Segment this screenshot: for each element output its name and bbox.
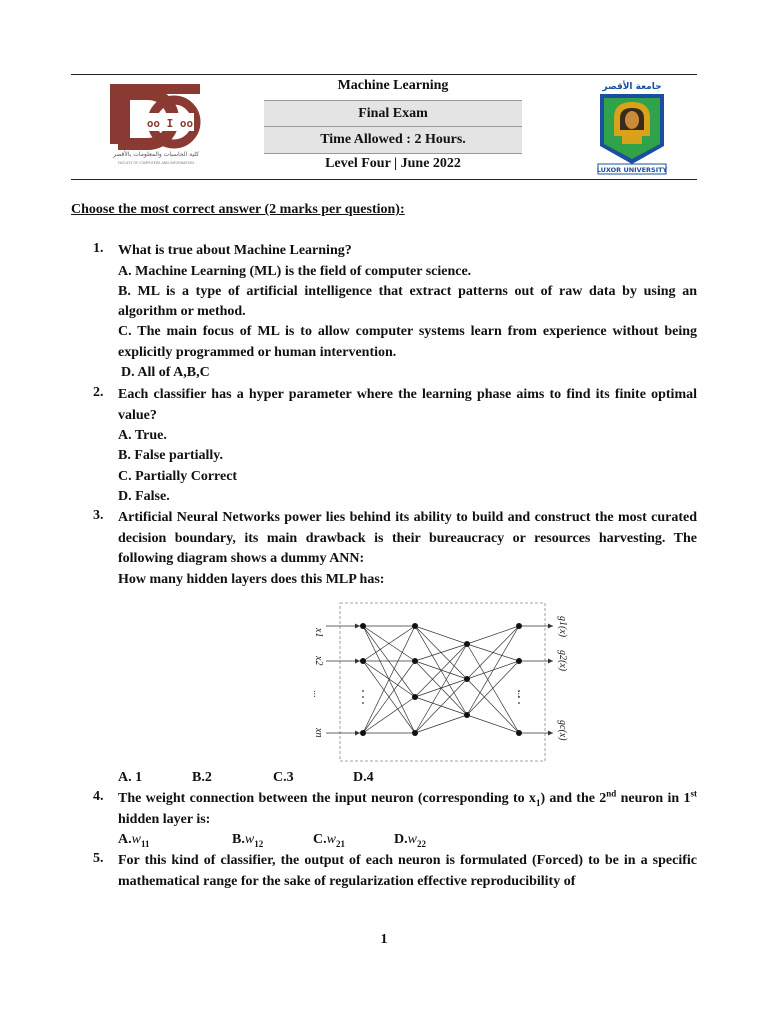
connection-edge (363, 697, 415, 733)
question-text: The weight connection between the input neuron (corresponding to $x_1$) and the 2nd neuron in 1st hidden layer is: (118, 788, 697, 827)
option-c: C. The main focus of ML is to allow computer systems learn from experience without being explicitly programmed or human intervention. (118, 324, 697, 360)
option-c: C. Partially Correct (118, 468, 238, 484)
connection-edge (467, 626, 519, 715)
instructions: Choose the most correct answer (2 marks per question): (71, 202, 405, 217)
logo-mark-text: oo I oo (146, 117, 194, 130)
logo-arabic-caption: كلية الحاسبات والمعلومات بالأقصر (113, 151, 199, 158)
question-1 (93, 241, 697, 383)
ellipsis-dot (362, 690, 364, 692)
option-a: A. 1 (118, 770, 143, 785)
ellipsis-dot (362, 696, 364, 698)
arrowhead (355, 659, 360, 664)
connection-edge (415, 661, 467, 679)
option-a: A. Machine Learning (ML) is the field of computer science. (118, 263, 472, 279)
ann-diagram (308, 598, 578, 764)
option-a: $A.w_{11}$ (118, 832, 150, 849)
connection-edge (415, 644, 467, 733)
time-allowed: Time Allowed : 2 Hours. (264, 126, 522, 154)
input-label-x1: x1 (313, 628, 324, 638)
output-label-g1: g1(x) (557, 616, 568, 638)
option-d: D. False. (118, 488, 170, 504)
university-arabic-name: جامعة الأقصر (602, 82, 662, 92)
logo-english-caption: FACULTY OF COMPUTERS AND INFORMATION (118, 161, 194, 165)
connection-edge (467, 715, 519, 733)
question-number: 4. (93, 789, 104, 804)
neuron-node (412, 694, 418, 700)
neuron-node (412, 658, 418, 664)
output-label-g2: g2(x) (557, 650, 568, 672)
option-d: D. All of A,B,C (121, 364, 210, 380)
neuron-node (360, 658, 366, 664)
connection-edge (415, 715, 467, 733)
output-label-dots: ... (515, 690, 526, 698)
page-number: 1 (380, 932, 388, 947)
arrowhead (548, 659, 553, 664)
connection-edge (467, 679, 519, 733)
question-text: Each classifier has a hyper parameter where the learning phase aims to find its finite optimal value? (118, 387, 697, 423)
header-bottom-rule (71, 179, 697, 180)
option-c: $C.w_{21}$ (313, 832, 345, 849)
question-text: Artificial Neural Networks power lies behind its ability to build and construct the most curated decision boundary, its main drawback is their bureaucracy or resources harvesting. The following diagram shows a dummy ANN: (118, 510, 697, 566)
connection-edge (363, 626, 415, 697)
neuron-node (464, 712, 470, 718)
option-b: B. False partially. (118, 448, 223, 464)
question-number: 5. (93, 851, 104, 866)
neuron-node (464, 641, 470, 647)
option-b: B. ML is a type of artificial intelligence that extract patterns out of raw data by using an algorithm or method. (118, 283, 697, 320)
option-d: D.4 (353, 770, 374, 785)
ellipsis-dot (518, 702, 520, 704)
neuron-node (412, 623, 418, 629)
connection-edge (415, 626, 467, 644)
option-b: B.2 (192, 770, 212, 785)
option-c: C.3 (273, 770, 294, 785)
arrowhead (355, 624, 360, 629)
output-label-gc: gc(x) (557, 720, 568, 741)
exam-title: Final Exam (264, 100, 522, 127)
arrowhead (548, 624, 553, 629)
question-number: 3. (93, 508, 104, 523)
neuron-node (360, 623, 366, 629)
input-label-xn: xn (313, 728, 324, 738)
question-text: What is true about Machine Learning? (118, 243, 352, 258)
neuron-node (412, 730, 418, 736)
question-3 (93, 508, 697, 590)
arrowhead (355, 731, 360, 736)
question-number: 2. (93, 385, 104, 400)
connection-edge (415, 644, 467, 661)
question-number: 1. (93, 241, 104, 256)
option-d: $D.w_{22}$ (394, 832, 426, 849)
level-date: Level Four | June 2022 (325, 156, 461, 171)
question-5 (93, 851, 697, 892)
question-3-options (93, 768, 697, 788)
ellipsis-dot (362, 702, 364, 704)
question-2 (93, 385, 697, 507)
university-english-name: LUXOR UNIVERSITY (596, 166, 668, 174)
connection-edge (415, 679, 467, 733)
question-text: For this kind of classifier, the output of each neuron is formulated (Forced) to be in a specific mathematical range for the sake of regularization effective reproducibility of (118, 853, 697, 889)
input-label-dots: ... (311, 690, 322, 698)
option-b: $B.w_{12}$ (232, 832, 264, 849)
connection-edge (467, 661, 519, 715)
university-logo (592, 80, 672, 175)
question-subtext: How many hidden layers does this MLP has: (118, 571, 385, 587)
question-4 (93, 789, 697, 850)
arrowhead (548, 731, 553, 736)
option-a: A. True. (118, 428, 167, 443)
neuron-node (360, 730, 366, 736)
course-title: Machine Learning (337, 78, 449, 93)
faculty-logo (108, 84, 204, 168)
neuron-node (516, 658, 522, 664)
neuron-node (464, 676, 470, 682)
input-label-x2: x2 (313, 656, 324, 666)
neuron-node (516, 623, 522, 629)
connection-edge (467, 626, 519, 644)
neuron-node (516, 730, 522, 736)
